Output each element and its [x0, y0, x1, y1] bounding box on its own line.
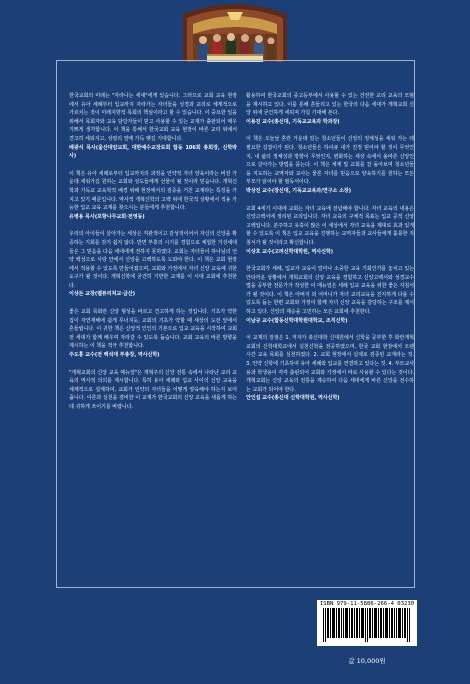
- review-text: 한국교회의 미래는 "자라나는 세대"에게 있습니다. 그러므로 교회 교육 현장에서 유아 세례부터 입교까지 자라가는 자녀들을 성경과 교리로 체계적으로 가르치는 것이 미래지향적 목회의 핵심이라고 할 수 있습니다. 이 중요한 일을 위해서 목회자와 교육 담당자들이 믿고 사용할 수 있는 교재가 출판되어 매우 기쁘게 생각합니다. 이 책을 통해서 한국교회 교육 현장이 바른 교리 위에서 견고히 세워지고, 성령의 열매 가득 맺길 기대합니다.: [69, 93, 237, 142]
- review-author: 주도홍 교수(전 백석대 부총장, 역사신학): [69, 352, 160, 359]
- review-9: [246, 265, 414, 325]
- review-7: [246, 135, 414, 195]
- review-3: [69, 230, 237, 299]
- review-author: 이용진 교수(총신대, 기독교교육과 학과장): [246, 118, 340, 125]
- review-text: 우리의 아이들이 살아가는 세상은 직관적이고 감성적이어서 자신의 신앙을 확증하는 기회를 갖기 쉽지 않다. 반면 부흥의 시기를 경험으로 체험한 기성세대들은 그 믿음을 다음 세대에게 전하지 못하였다. 교회는 자녀들이 하나님의 언약 백성으로 사랑 안에서 신앙을 고백하도록 도와야 한다. 이 책은 교회 현장에서 적용할 수 있도록 만들어졌으며, 교회와 가정에서 자녀 신앙 교육에 귀한 도구가 될 것이다. 개혁신학에 굳건히 기반한 교재를 이 시대 교회에 추천한다.: [69, 231, 237, 289]
- review-author: 이상호 교수(고려신학대학원, 역사신학): [246, 248, 333, 255]
- review-text: 좋은 교회 목회란 신앙 형성을 바르고 견고하게 하는 것입니다. 기초가 약한 집이 자연재해에 쉽게 무너지듯, 교회의 기초가 약할 때 세상의 도전 앞에서 흔들립니다. 이 귀한 책은 신앙적 인인의 기본으로 입교 교육을 시작하여 교회 전 세대가 함께 배우며 자라갈 수 있도록 돕습니다. 교회 교육의 바른 방향을 제시하는 이 책을 적극 추천합니다.: [69, 309, 237, 350]
- cover-painting: [177, 0, 293, 62]
- review-text: 이 책은 오늘날 혼란 가운데 있는 청소년들이 신앙의 정체성을 세워 가는 데 필요한 길잡이가 된다. 청소년들은 하이큐 내가 진정 믿어야 할 것이 무엇인지, 내 삶의 정체성과 방향이 무엇인지, 변화하는 세상 속에서 올바른 신앙인으로 살아가는 방법을 묻는다. 이 책은 세계 및 교회를 잘 돌아보며 청소년들을 지도하는 교역자와 교사는 물론 자녀를 믿음으로 양육하기를 원하는 모든 부모가 읽어야 할 필독서이다.: [246, 136, 414, 186]
- review-text: 한국교회가 세례, 입교자 교육이 얼마나 소중한 교육 기회인가를 놓치고 있는 안타까운 상황에서 개혁교회의 신앙 교육을 경험하고 신앙고백서와 성경교수법을 공부한 전문가가 작성한 이 매뉴얼은 세례 입교 교육을 위한 좋은 지침서가 될 것이다. 이 책은 아버지 외 어머니가 자녀 교리교육을 진지하게 다룰 수 있도록 돕는 한편 교회와 가정이 함께 자녀 신앙 교육을 감당하는 구조를 제시하고 있다. 신앙의 계승을 고민하는 모든 교회에 추천한다.: [246, 266, 414, 316]
- review-6: [246, 92, 414, 126]
- review-author: 이상돈 교장(벨뷰리처교·금산): [69, 291, 135, 298]
- review-author: 안인섭 교수(총신대 신학대학원, 역사신학): [246, 395, 340, 402]
- review-author: 박상진 교수(장신대, 기독교교육과/연구소 소장): [246, 187, 351, 194]
- review-text: "개혁교회의 신앙 교육 매뉴얼"은 개혁주의 신앙 전통 속에서 나타난 교리 교육의 역사적 의의를 제시합니다. 특히 유아 세례와 입교 사이의 신앙 교육을 체계적으로 설계하여, 교회가 언약의 자녀들을 어떻게 양육해야 하는지 보여줍니다. 이론과 실천을 겸비한 이 교재가 한국교회의 신앙 교육을 새롭게 하는 데 귀하게 쓰이기를 바랍니다.: [69, 369, 237, 410]
- review-5: [69, 369, 237, 412]
- review-text: 이 책은 유아 세례로부터 입교까지의 과정을 언약적 자녀 양육이라는 비전 가운데 세워가길 원하는 교회와 성도들에게 선물이 될 것이라 믿습니다. 개혁신학과 기독교 교육학적 배경 위해 현장에서의 검증을 거친 교재라는 특징을 가지고 있기 때문입니다. 역사적 개혁신학의 고백 위에 한국적 상황에서 적용 가능한 입교 교육 교재를 찾으시는 분들에게 추천합니다.: [69, 170, 237, 212]
- review-4: [69, 308, 237, 360]
- review-text: 이 교재의 장점은 1. 저자가 총신대학 신대원에서 신학을 공부한 후 화란개혁교회의 신학대학교에서 실천신학을 전공하였으며, 한국 교회 현장에서 오랜 시간 교육 목회를 실천하였다. 2. 교회 현장에서 실제로 검증된 교재라는 것. 3. 언약 신학에 기초하여 유아 세례와 입교를 연결하고 있다는 것. 4. 부모교사용과 학생용이 각각 출판되어 교회와 가정에서 바로 사용할 수 있다는 것이다. 개혁교회는 신앙 교육의 전통을 계승하여 다음 세대에게 바른 신앙을 전수하는 교회가 되어야 한다.: [246, 335, 415, 393]
- reviews-left-column: [69, 92, 237, 421]
- review-10: [246, 334, 414, 403]
- book-price: 값 10,000원: [348, 657, 386, 665]
- review-author: 이남규 교수(합동신학대학원대학교, 조직신학): [246, 317, 348, 324]
- review-text: 활용하여 한국교회의 중고등부에서 사용할 수 있는 건전한 교리 교육의 모범을 제시하고 있다. 이를 통해 흔들리고 있는 한국의 다음 세대가 개혁교회 신앙 위에 굳건하게 세워져 가길 기대해 본다.: [246, 93, 414, 117]
- review-author: 배광식 목사(울산대암교회, 대한예수교장로회 합동 106회 총회장, 신학박사): [69, 144, 237, 160]
- review-author: 유병용 목사(포항나무교회·전영동): [69, 213, 145, 220]
- reviews-right-column: [246, 92, 414, 412]
- review-1: [69, 92, 237, 161]
- review-2: [69, 170, 237, 222]
- isbn-barcode: [317, 600, 417, 646]
- review-8: [246, 205, 414, 257]
- review-text: 교회 4세기 시대에 교회는 자녀 교육에 전념해야 합니다. 자녀 교육의 내용은 신앙고백서에 정리된 교리입니다. 자녀 교육의 구체적 목표는 입교 공적 신앙고백입니다. 분주하고 유혹이 많은 이 세상에서 자녀 교육을 제대로 효과 있게 할 수 있도록 이 책은 입교 교육을 진행하는 교역자들과 교사들에게 훌륭한 지침서가 될 것이라고 확신합니다.: [246, 205, 414, 246]
- isbn-number: ISBN 979-11-5886-266-4 03230: [319, 601, 415, 607]
- barcode-bars: [323, 608, 411, 642]
